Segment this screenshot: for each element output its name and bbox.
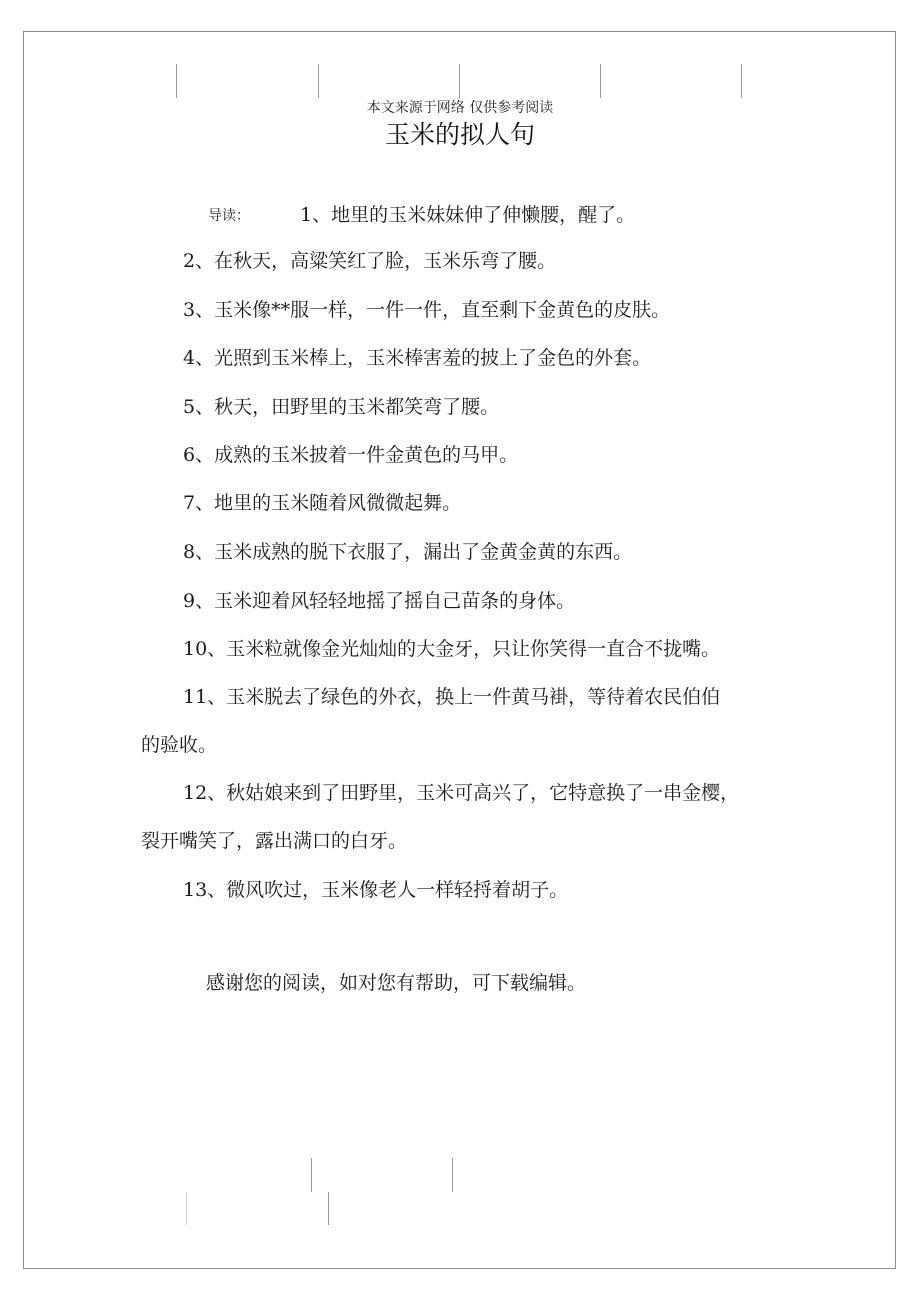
thanks-note: 感谢您的阅读，如对您有帮助，可下载编辑。 (206, 972, 587, 994)
bottom-tick-mark (186, 1192, 187, 1225)
sentence-9: 9、玉米迎着风轻轻地摇了摇自己苗条的身体。 (183, 590, 576, 612)
sentence-2: 2、在秋天，高粱笑红了脸，玉米乐弯了腰。 (183, 250, 557, 272)
top-tick-mark (741, 64, 742, 98)
sentence-12: 12、秋姑娘来到了田野里，玉米可高兴了，它特意换了一串金樱， (183, 782, 740, 804)
sentence-6: 6、成熟的玉米披着一件金黄色的马甲。 (183, 444, 519, 466)
sentence-12-continued: 裂开嘴笑了，露出满口的白牙。 (141, 830, 408, 852)
sentence-1: 1、地里的玉米妹妹伸了伸懒腰，醒了。 (300, 204, 636, 226)
sentence-5: 5、秋天，田野里的玉米都笑弯了腰。 (183, 396, 500, 418)
page-title: 玉米的拟人句 (384, 120, 535, 149)
sentence-3: 3、玉米像**服一样，一件一件，直至剩下金黄色的皮肤。 (183, 299, 671, 321)
sentence-11: 11、玉米脱去了绿色的外衣，换上一件黄马褂，等待着农民伯伯 (183, 686, 721, 708)
sentence-7: 7、地里的玉米随着风微微起舞。 (183, 492, 462, 514)
bottom-tick-mark (311, 1158, 312, 1192)
top-tick-mark (318, 64, 319, 98)
sentence-13: 13、微风吹过，玉米像老人一样轻捋着胡子。 (183, 879, 569, 901)
top-tick-mark (459, 64, 460, 98)
source-note: 本文来源于网络 仅供参考阅读 (366, 100, 554, 116)
intro-label: 导读： (208, 208, 250, 224)
top-tick-mark (176, 64, 177, 98)
sentence-8: 8、玉米成熟的脱下衣服了，漏出了金黄金黄的东西。 (183, 541, 633, 563)
top-tick-mark (600, 64, 601, 98)
sentence-10: 10、玉米粒就像金光灿灿的大金牙，只让你笑得一直合不拢嘴。 (183, 638, 721, 660)
sentence-4: 4、光照到玉米棒上，玉米棒害羞的披上了金色的外套。 (183, 347, 652, 369)
sentence-11-continued: 的验收。 (141, 734, 218, 756)
bottom-tick-mark (452, 1158, 453, 1192)
bottom-tick-mark (328, 1192, 329, 1225)
